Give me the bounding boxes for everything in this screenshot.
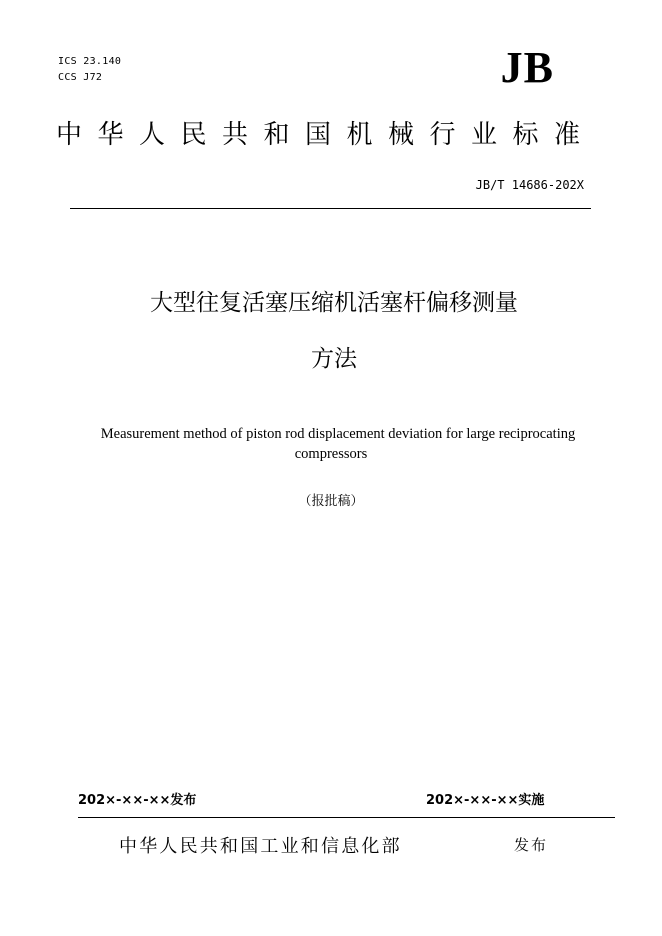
english-title-line-1: Measurement method of piston rod displacement deviation for large reciprocating [100,426,576,442]
ccs-code: CCS J72 [58,72,103,83]
issuing-ministry: 中华人民共和国工业和信息化部 [119,836,402,857]
ics-code: ICS 23.140 [58,56,122,67]
industry-standard-title: 中华人民共和国机械行业标准 [56,120,596,150]
chinese-title-line-1: 大型往复活塞压缩机活塞杆偏移测量 [150,290,518,316]
footer-divider [78,817,615,818]
header-divider [70,208,591,209]
publish-label: 发布 [514,836,549,854]
issue-date: 202×-××-××发布 [78,793,197,808]
standard-number: JB/T 14686-202X [475,178,584,192]
implementation-date: 202×-××-××实施 [426,793,545,808]
jb-logo: JB [500,43,554,92]
draft-status: （报批稿） [298,494,364,509]
english-title-line-2: compressors [294,446,368,462]
chinese-title-line-2: 方法 [311,346,357,372]
